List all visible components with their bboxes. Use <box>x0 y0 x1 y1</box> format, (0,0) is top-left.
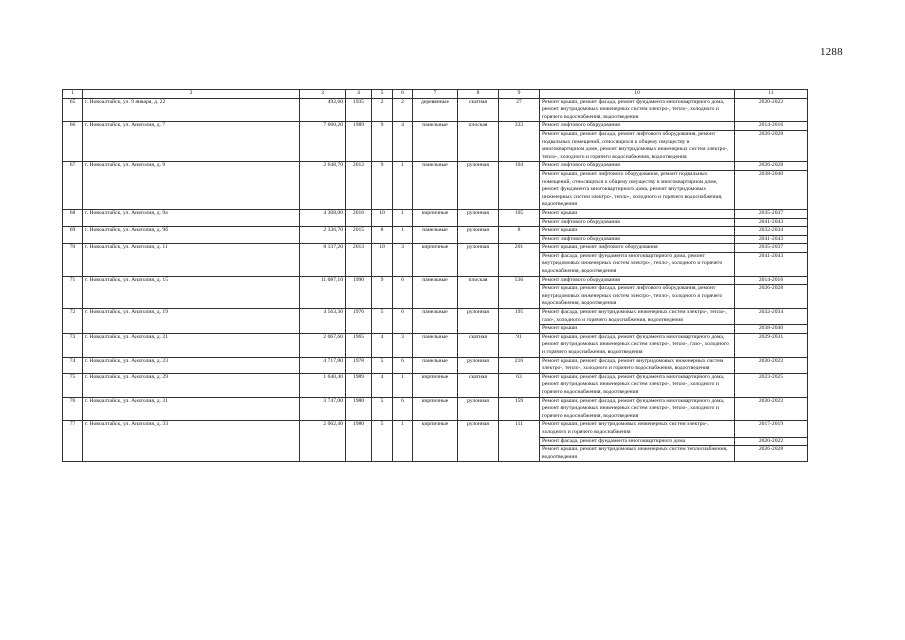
floors-cell: 5 <box>372 357 393 373</box>
wall-material-cell: панельные <box>413 276 458 308</box>
row-number-cell: 77 <box>63 421 83 462</box>
year-built-cell: 2015 <box>346 227 372 244</box>
page-number: 1288 <box>820 46 843 58</box>
work-period-cell: 2038-2040 <box>735 170 808 209</box>
floors-cell: 2 <box>372 98 393 122</box>
column-number: 1 <box>63 90 83 99</box>
area-cell: 2 336,70 <box>300 227 346 244</box>
work-period-cell: 2026-2028 <box>735 130 808 161</box>
work-description-cell: Ремонт крыши, ремонт лифтового оборудования <box>540 244 735 253</box>
work-description-cell: Ремонт фасада, ремонт фундамента многоквартирного дома <box>540 437 735 446</box>
row-number-cell: 74 <box>63 357 83 373</box>
entrances-cell: 6 <box>393 357 413 373</box>
work-description-cell: Ремонт лифтового оборудования <box>540 218 735 227</box>
column-number: 3 <box>300 90 346 99</box>
apartments-cell: 159 <box>499 397 540 421</box>
work-description-cell: Ремонт крыши, ремонт внутридомовых инженерных систем теплоснабжения, водоотведения <box>540 446 735 462</box>
address-cell: г. Новоалтайск, ул. 9 января, д. 22 <box>83 98 300 122</box>
roof-type-cell: рулонная <box>458 244 499 276</box>
column-number: 2 <box>83 90 300 99</box>
entrances-cell: 3 <box>393 244 413 276</box>
row-number-cell: 68 <box>63 209 83 226</box>
year-built-cell: 2016 <box>346 209 372 226</box>
work-period-cell: 2032-2034 <box>735 227 808 236</box>
work-description-cell: Ремонт лифтового оборудования <box>540 122 735 131</box>
work-description-cell: Ремонт крыши <box>540 209 735 218</box>
year-built-cell: 2013 <box>346 244 372 276</box>
year-built-cell: 1976 <box>346 309 372 334</box>
work-period-cell: 2023-2025 <box>735 373 808 397</box>
area-cell: 8 137,20 <box>300 244 346 276</box>
work-description-cell: Ремонт крыши, ремонт фасада, ремонт фундамента многоквартирного дома, ремонт внутридомовых инженерных систем электро-, тепло-, холодного и горячего водоснабжения, водоотведения <box>540 98 735 122</box>
address-cell: г. Новоалтайск, ул. Анатолия, д. 7 <box>83 122 300 162</box>
table-row <box>63 421 808 437</box>
area-cell: 4 308,00 <box>300 209 346 226</box>
floors-cell: 8 <box>372 227 393 244</box>
floors-cell: 9 <box>372 122 393 162</box>
work-description-cell: Ремонт лифтового оборудования <box>540 276 735 285</box>
area-cell: 3 747,00 <box>300 397 346 421</box>
row-number-cell: 69 <box>63 227 83 244</box>
row-number-cell: 67 <box>63 162 83 210</box>
row-number-cell: 70 <box>63 244 83 276</box>
column-number: 8 <box>458 90 499 99</box>
area-cell: 11 087,10 <box>300 276 346 308</box>
apartments-cell: 536 <box>499 276 540 308</box>
year-built-cell: 1965 <box>346 333 372 357</box>
table-row <box>63 122 808 131</box>
entrances-cell: 1 <box>393 373 413 397</box>
year-built-cell: 1978 <box>346 357 372 373</box>
work-period-cell: 2035-2037 <box>735 244 808 253</box>
apartments-cell: 216 <box>499 357 540 373</box>
work-description-cell: Ремонт фасада, ремонт фундамента многоквартирного дома, ремонт внутридомовых инженерных систем электро-, тепло-, холодного и горячего водоснабжения, водоотведения <box>540 252 735 276</box>
wall-material-cell: панельные <box>413 357 458 373</box>
area-cell: 4 563,30 <box>300 309 346 334</box>
work-description-cell: Ремонт крыши, ремонт фасада, ремонт фундамента многоквартирного дома, ремонт внутридомовых инженерных систем электро-, тепло-, холодного и горячего водоснабжения, водоотведения <box>540 397 735 421</box>
table-row <box>63 162 808 171</box>
floors-cell: 10 <box>372 209 393 226</box>
wall-material-cell: панельные <box>413 227 458 244</box>
apartments-cell: 91 <box>499 333 540 357</box>
housing-register-table <box>62 89 808 462</box>
work-description-cell: Ремонт крыши, ремонт фасада, ремонт фундамента многоквартирного дома, ремонт внутридомовых инженерных систем электро-, тепло-, холодного и горячего водоснабжения, водоотведения <box>540 373 735 397</box>
work-description-cell: Ремонт крыши <box>540 325 735 334</box>
entrances-cell: 1 <box>393 162 413 210</box>
work-description-cell: Ремонт лифтового оборудования <box>540 235 735 244</box>
work-period-cell: 2014-2016 <box>735 276 808 285</box>
apartments-cell: 8 <box>499 227 540 244</box>
column-number: 9 <box>499 90 540 99</box>
roof-type-cell: рулонная <box>458 421 499 462</box>
entrances-cell: 3 <box>393 333 413 357</box>
column-number: 7 <box>413 90 458 99</box>
address-cell: г. Новоалтайск, ул. Анатолия, д. 9а <box>83 209 300 226</box>
year-built-cell: 1990 <box>346 276 372 308</box>
work-period-cell: 2041-2043 <box>735 252 808 276</box>
address-cell: г. Новоалтайск, ул. Анатолия, д. 31 <box>83 397 300 421</box>
table-row <box>63 98 808 122</box>
apartments-cell: 27 <box>499 98 540 122</box>
table-row <box>63 397 808 421</box>
row-number-cell: 66 <box>63 122 83 162</box>
table-row <box>63 357 808 373</box>
table-row <box>63 227 808 236</box>
work-period-cell: 2035-2037 <box>735 209 808 218</box>
area-cell: 2 062,40 <box>300 421 346 462</box>
work-period-cell: 2020-2022 <box>735 437 808 446</box>
entrances-cell: 1 <box>393 227 413 244</box>
area-cell: 492,60 <box>300 98 346 122</box>
apartments-cell: 195 <box>499 309 540 334</box>
row-number-cell: 65 <box>63 98 83 122</box>
address-cell: г. Новоалтайск, ул. Анатолия, д. 19 <box>83 309 300 334</box>
roof-type-cell: плоская <box>458 122 499 162</box>
entrances-cell: 6 <box>393 276 413 308</box>
work-period-cell: 2014-2016 <box>735 122 808 131</box>
address-cell: г. Новоалтайск, ул. Анатолия, д. 15 <box>83 276 300 308</box>
entrances-cell: 2 <box>393 98 413 122</box>
column-number: 11 <box>735 90 808 99</box>
year-built-cell: 1935 <box>346 98 372 122</box>
work-period-cell: 2026-2028 <box>735 446 808 462</box>
entrances-cell: 1 <box>393 209 413 226</box>
year-built-cell: 1989 <box>346 373 372 397</box>
work-period-cell: 2029-2031 <box>735 333 808 357</box>
work-period-cell: 2017-2019 <box>735 421 808 437</box>
row-number-cell: 75 <box>63 373 83 397</box>
column-number: 5 <box>372 90 393 99</box>
roof-type-cell: скатная <box>458 373 499 397</box>
address-cell: г. Новоалтайск, ул. Анатолия, д. 11 <box>83 244 300 276</box>
work-period-cell: 2032-2034 <box>735 309 808 325</box>
roof-type-cell: рулонная <box>458 397 499 421</box>
area-cell: 2 648,70 <box>300 162 346 210</box>
work-period-cell: 2041-2043 <box>735 218 808 227</box>
work-period-cell: 2020-2022 <box>735 98 808 122</box>
row-number-cell: 72 <box>63 309 83 334</box>
column-number: 6 <box>393 90 413 99</box>
roof-type-cell: рулонная <box>458 309 499 334</box>
entrances-cell: 6 <box>393 397 413 421</box>
work-period-cell: 2020-2022 <box>735 397 808 421</box>
address-cell: г. Новоалтайск, ул. Анатолия, д. 23 <box>83 357 300 373</box>
area-cell: 7 660,20 <box>300 122 346 162</box>
work-description-cell: Ремонт крыши, ремонт фасада, ремонт фундамента многоквартирного дома, ремонт внутридомовых инженерных систем электро-, тепло-, газо-, холодного и горячего водоснабжения, водоотведения <box>540 333 735 357</box>
wall-material-cell: кирпичные <box>413 421 458 462</box>
work-description-cell: Ремонт крыши <box>540 227 735 236</box>
entrances-cell: 4 <box>393 122 413 162</box>
address-cell: г. Новоалтайск, ул. Анатолия, д. 29 <box>83 373 300 397</box>
table-row <box>63 309 808 325</box>
address-cell: г. Новоалтайск, ул. Анатолия, д. 21 <box>83 333 300 357</box>
work-period-cell: 2026-2028 <box>735 285 808 309</box>
address-cell: г. Новоалтайск, ул. Анатолия, д. 33 <box>83 421 300 462</box>
column-number-row <box>63 90 808 99</box>
floors-cell: 5 <box>372 397 393 421</box>
address-cell: г. Новоалтайск, ул. Анатолия, д. 9б <box>83 227 300 244</box>
entrances-cell: 6 <box>393 309 413 334</box>
work-description-cell: Ремонт лифтового оборудования <box>540 162 735 171</box>
table-row <box>63 209 808 218</box>
roof-type-cell: скатная <box>458 333 499 357</box>
column-number: 10 <box>540 90 735 99</box>
apartments-cell: 104 <box>499 162 540 210</box>
work-period-cell: 2026-2028 <box>735 162 808 171</box>
year-built-cell: 1989 <box>346 122 372 162</box>
table-row <box>63 244 808 253</box>
row-number-cell: 76 <box>63 397 83 421</box>
apartments-cell: 63 <box>499 373 540 397</box>
floors-cell: 5 <box>372 309 393 334</box>
apartments-cell: 333 <box>499 122 540 162</box>
floors-cell: 4 <box>372 333 393 357</box>
work-description-cell: Ремонт фасада, ремонт внутридомовых инженерных систем электро-, тепло-, газо-, холодного и горячего водоснабжения, водоотведения <box>540 309 735 325</box>
area-cell: 1 640,40 <box>300 373 346 397</box>
wall-material-cell: панельные <box>413 309 458 334</box>
table-row <box>63 333 808 357</box>
work-description-cell: Ремонт крыши, ремонт фасада, ремонт лифтового оборудования, ремонт внутридомовых инженерных систем электро-, тепло-, холодного и горячего водоснабжения, водоотведения <box>540 285 735 309</box>
wall-material-cell: кирпичные <box>413 397 458 421</box>
area-cell: 2 067,60 <box>300 333 346 357</box>
year-built-cell: 1980 <box>346 397 372 421</box>
row-number-cell: 71 <box>63 276 83 308</box>
entrances-cell: 1 <box>393 421 413 462</box>
work-description-cell: Ремонт крыши, ремонт фасада, ремонт лифтового оборудования, ремонт подвальных помещений, относящихся к общему имуществу в многоквартирном доме, ремонт внутридомовых инженерных систем электро-, тепло-, холодного и горячего водоснабжения, водоотведения <box>540 130 735 161</box>
roof-type-cell: рулонная <box>458 209 499 226</box>
work-period-cell: 2020-2022 <box>735 357 808 373</box>
wall-material-cell: панельные <box>413 122 458 162</box>
floors-cell: 9 <box>372 162 393 210</box>
apartments-cell: 105 <box>499 209 540 226</box>
wall-material-cell: панельные <box>413 333 458 357</box>
work-description-cell: Ремонт крыши, ремонт лифтового оборудования, ремонт подвальных помещений, относящихся к общему имуществу в многоквартирном доме, ремонт фундамента многоквартирного дома, ремонт внутридомовых инженерных систем электро-, тепло-, холодного и горячего водоснабжения, водоотведения <box>540 170 735 209</box>
apartments-cell: 111 <box>499 421 540 462</box>
work-description-cell: Ремонт крыши, ремонт внутридомовых инженерных систем электро-, холодного и горячего водоснабжения <box>540 421 735 437</box>
floors-cell: 4 <box>372 373 393 397</box>
year-built-cell: 1980 <box>346 421 372 462</box>
area-cell: 4 717,80 <box>300 357 346 373</box>
roof-type-cell: рулонная <box>458 162 499 210</box>
floors-cell: 9 <box>372 276 393 308</box>
year-built-cell: 2012 <box>346 162 372 210</box>
roof-type-cell: скатная <box>458 98 499 122</box>
floors-cell: 5 <box>372 421 393 462</box>
column-number: 4 <box>346 90 372 99</box>
work-description-cell: Ремонт крыши, ремонт фасада, ремонт внутридомовых инженерных систем электро-, тепло-, холодного и горячего водоснабжения, водоотведения <box>540 357 735 373</box>
wall-material-cell: кирпичные <box>413 373 458 397</box>
wall-material-cell: кирпичные <box>413 244 458 276</box>
row-number-cell: 73 <box>63 333 83 357</box>
roof-type-cell: плоская <box>458 276 499 308</box>
apartments-cell: 201 <box>499 244 540 276</box>
address-cell: г. Новоалтайск, ул. Анатолия, д. 9 <box>83 162 300 210</box>
wall-material-cell: деревянные <box>413 98 458 122</box>
floors-cell: 10 <box>372 244 393 276</box>
wall-material-cell: кирпичные <box>413 209 458 226</box>
roof-type-cell: рулонная <box>458 357 499 373</box>
roof-type-cell: рулонная <box>458 227 499 244</box>
work-period-cell: 2038-2040 <box>735 325 808 334</box>
work-period-cell: 2041-2043 <box>735 235 808 244</box>
table-row <box>63 373 808 397</box>
wall-material-cell: панельные <box>413 162 458 210</box>
table-row <box>63 276 808 285</box>
